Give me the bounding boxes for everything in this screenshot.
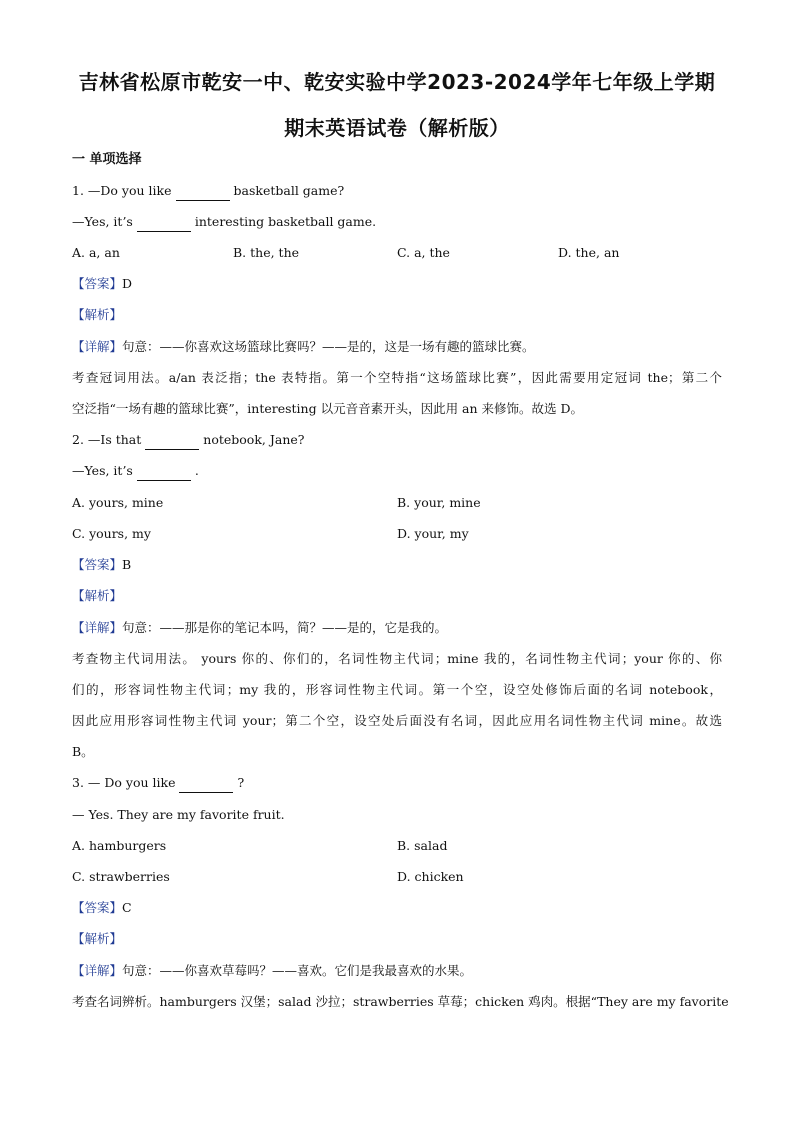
q3-answer-value: C xyxy=(122,900,132,915)
q1-detail xyxy=(72,337,535,357)
q3-detail xyxy=(72,961,472,981)
q1-answer-value: D xyxy=(122,276,133,291)
q1-line2 xyxy=(72,212,376,232)
q1-blank-1 xyxy=(176,186,230,201)
q2-text-d: . xyxy=(194,463,199,478)
detail-tag: 【详解】 xyxy=(72,620,123,635)
q1-blank-2 xyxy=(137,217,191,232)
page-title-line1: 吉林省松原市乾安一中、乾安实验中学2023-2024学年七年级上学期 xyxy=(78,70,716,94)
q3-option-b: B. salad xyxy=(397,838,448,853)
q2-line1 xyxy=(72,430,304,450)
q2-explanation-1: 考查物主代词用法。 yours 你的、你们的，名词性物主代词；mine 我的，名词性物主代词；your 你的、你 xyxy=(72,651,722,666)
q2-text-c: —Yes, it’s xyxy=(72,463,133,478)
q2-option-a: A. yours, mine xyxy=(72,495,164,510)
q2-text-a: 2. —Is that xyxy=(72,432,142,447)
page-title-line2: 期末英语试卷（解析版） xyxy=(284,116,510,140)
answer-tag: 【答案】 xyxy=(72,557,123,572)
q2-blank-1 xyxy=(145,435,199,450)
q1-answer xyxy=(72,274,132,294)
q3-text-a: 3. — Do you like xyxy=(72,775,176,790)
q1-text-b: basketball game? xyxy=(233,183,345,198)
q2-detail-text: 句意：——那是你的笔记本吗，简？——是的，它是我的。 xyxy=(122,620,448,635)
q1-option-a: A. a, an xyxy=(72,245,120,260)
q2-answer xyxy=(72,555,131,575)
q2-option-d: D. your, my xyxy=(397,526,469,541)
q2-explanation-4: B。 xyxy=(72,744,94,759)
q2-text-b: notebook, Jane? xyxy=(203,432,305,447)
answer-tag: 【答案】 xyxy=(72,276,123,291)
q2-answer-value: B xyxy=(122,557,132,572)
q1-line1 xyxy=(72,181,344,201)
q2-detail xyxy=(72,618,447,638)
q1-explanation-2: 空泛指“一场有趣的篮球比赛”，interesting 以元音音素开头，因此用 an 来修饰。故选 D。 xyxy=(72,401,584,416)
q3-option-a: A. hamburgers xyxy=(72,838,167,853)
q1-option-c: C. a, the xyxy=(397,245,450,260)
q1-detail-text: 句意：——你喜欢这场篮球比赛吗？——是的，这是一场有趣的篮球比赛。 xyxy=(122,339,535,354)
q3-line1 xyxy=(72,773,244,793)
q1-analysis-tag: 【解析】 xyxy=(72,307,123,322)
q3-line2: — Yes. They are my favorite fruit. xyxy=(72,807,285,822)
q3-explanation-1: 考查名词辨析。hamburgers 汉堡；salad 沙拉；strawberries 草莓；chicken 鸡肉。根据“They are my favorite xyxy=(72,994,729,1009)
q1-text-c: —Yes, it’s xyxy=(72,214,133,229)
q2-analysis-tag: 【解析】 xyxy=(72,588,123,603)
q3-detail-text: 句意：——你喜欢草莓吗？——喜欢。它们是我最喜欢的水果。 xyxy=(122,963,473,978)
answer-tag: 【答案】 xyxy=(72,900,123,915)
section-heading: 一 单项选择 xyxy=(72,152,142,167)
q2-option-c: C. yours, my xyxy=(72,526,151,541)
q3-answer xyxy=(72,898,132,918)
q1-text-d: interesting basketball game. xyxy=(194,214,377,229)
q3-analysis-tag: 【解析】 xyxy=(72,931,123,946)
q2-blank-2 xyxy=(137,466,191,481)
q2-option-b: B. your, mine xyxy=(397,495,481,510)
detail-tag: 【详解】 xyxy=(72,339,123,354)
q1-option-d: D. the, an xyxy=(558,245,620,260)
q3-blank-1 xyxy=(179,778,233,793)
q2-explanation-2: 们的，形容词性物主代词；my 我的，形容词性物主代词。第一个空，设空处修饰后面的名词 notebook， xyxy=(72,682,722,697)
q1-explanation-1: 考查冠词用法。a/an 表泛指；the 表特指。第一个空特指“这场篮球比赛”，因此需要用定冠词 the；第二个 xyxy=(72,370,722,385)
q3-option-c: C. strawberries xyxy=(72,869,170,884)
q3-option-d: D. chicken xyxy=(397,869,464,884)
q2-explanation-3: 因此应用形容词性物主代词 your；第二个空，设空处后面没有名词，因此应用名词性物主代词 mine。故选 xyxy=(72,713,722,728)
q1-option-b: B. the, the xyxy=(233,245,300,260)
q2-line2 xyxy=(72,461,199,481)
q1-text-a: 1. —Do you like xyxy=(72,183,172,198)
detail-tag: 【详解】 xyxy=(72,963,123,978)
q3-text-b: ? xyxy=(237,775,245,790)
